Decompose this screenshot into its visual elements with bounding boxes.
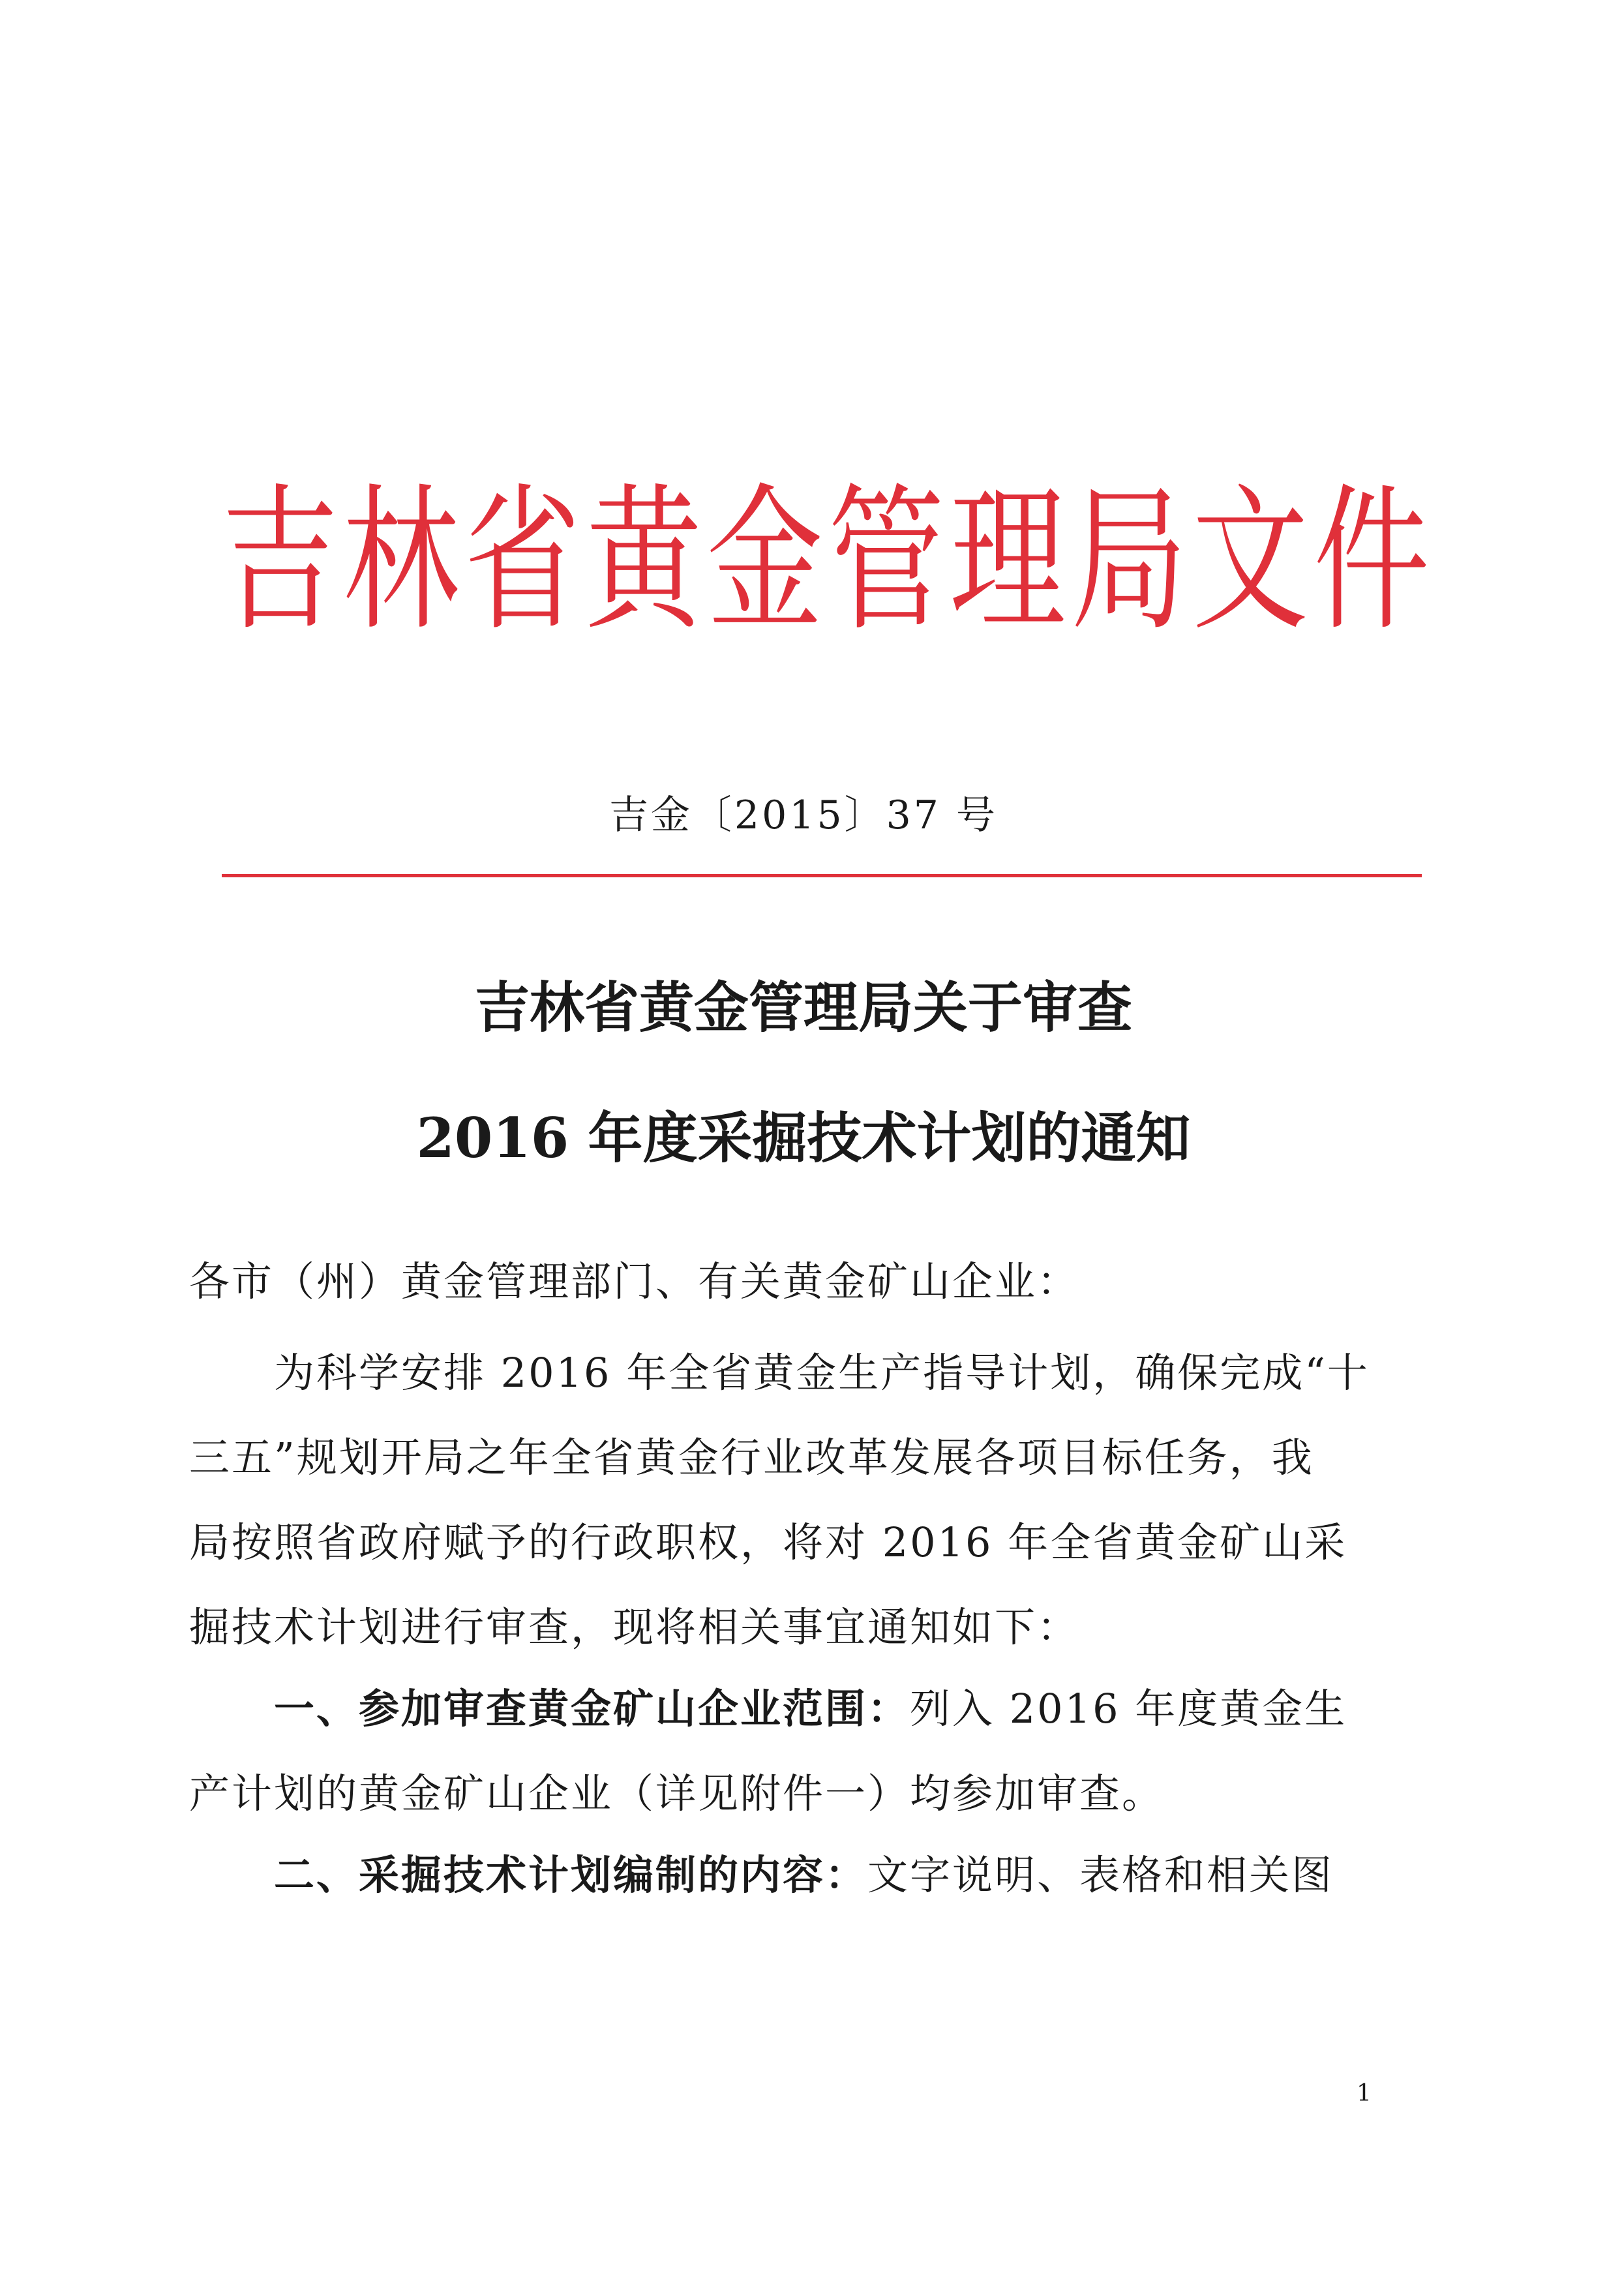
- notice-title-line-2: 2016 年度采掘技术计划的通知: [416, 1106, 1191, 1170]
- section-2-heading: 二、采掘技术计划编制的内容：: [274, 1851, 868, 1899]
- notice-title-line-1: 吉林省黄金管理局关于审查: [474, 975, 1132, 1040]
- document-number: 吉金〔2015〕37 号: [608, 793, 999, 838]
- intro-line-1: 为科学安排 2016 年全省黄金生产指导计划，确保完成“十: [274, 1349, 1370, 1397]
- intro-line-2: 三五”规划开局之年全省黄金行业改革发展各项目标任务，我: [189, 1434, 1314, 1481]
- intro-line-3: 局按照省政府赋予的行政职权，将对 2016 年全省黄金矿山采: [189, 1518, 1347, 1566]
- header-divider: [222, 874, 1422, 877]
- section-2-text: 文字说明、表格和相关图: [867, 1851, 1334, 1899]
- section-1-text: 列入 2016 年度黄金生: [910, 1685, 1347, 1732]
- section-1-line-2: 产计划的黄金矿山企业（详见附件一）均参加审查。: [189, 1770, 1165, 1817]
- salutation: 各市（州）黄金管理部门、有关黄金矿山企业：: [189, 1258, 1080, 1305]
- section-2-line-1: [274, 1846, 1448, 1905]
- page-number: 1: [1357, 2080, 1372, 2107]
- document-header-title: 吉林省黄金管理局文件: [222, 469, 1435, 652]
- section-1-line-1: [274, 1680, 1448, 1738]
- section-1-heading: 一、参加审查黄金矿山企业范围：: [274, 1685, 910, 1732]
- intro-line-4: 掘技术计划进行审查，现将相关事宜通知如下：: [189, 1603, 1080, 1651]
